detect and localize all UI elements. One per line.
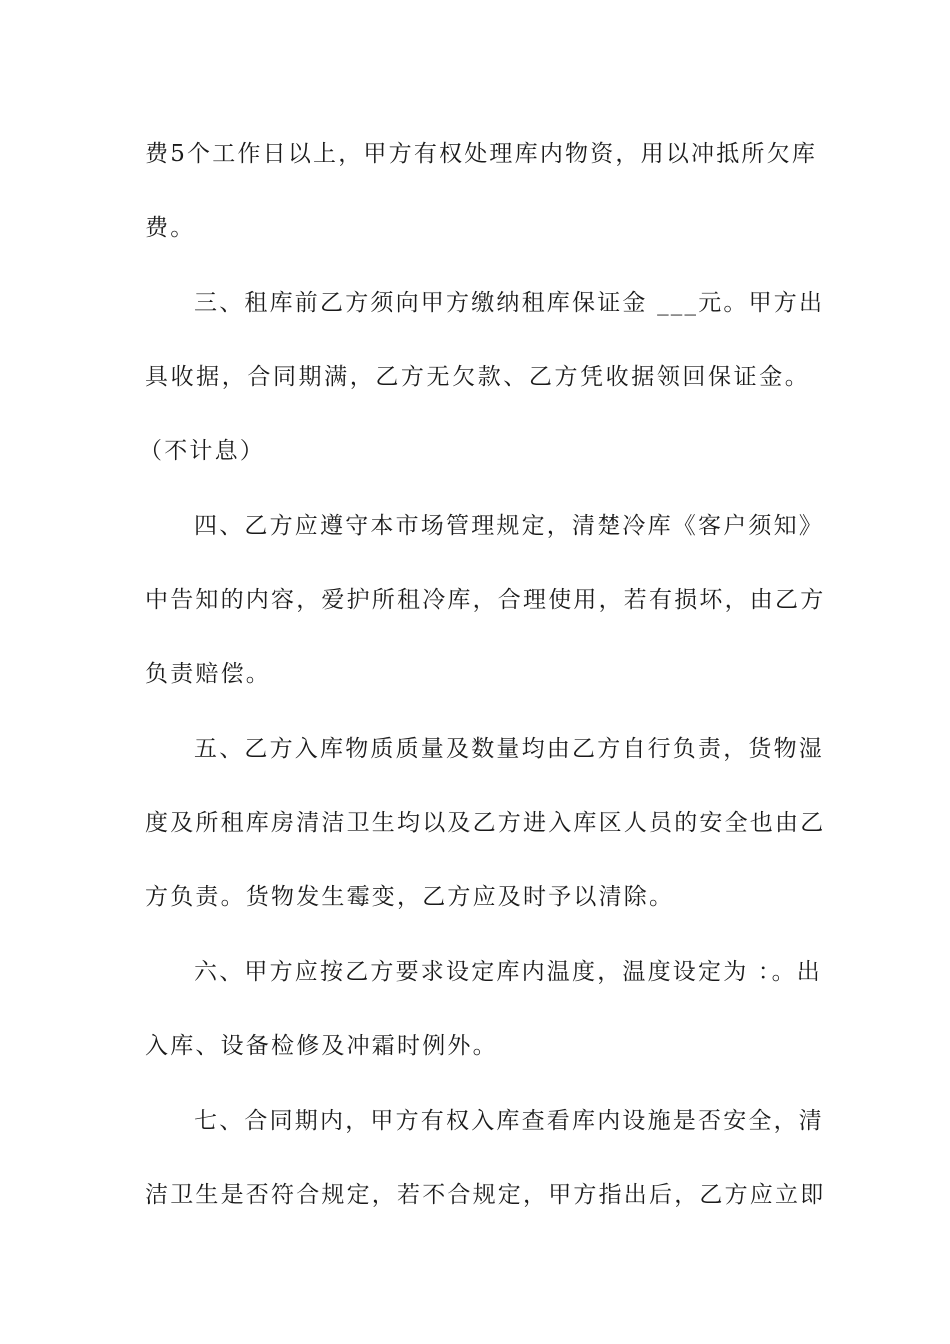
- text-line: 中告知的内容，爱护所租冷库，合理使用，若有损坏，由乙方: [145, 587, 826, 613]
- text-line: 方负责。货物发生霉变，乙方应及时予以清除。: [145, 884, 675, 910]
- text-line: 入库、设备检修及冲霜时例外。: [145, 1033, 498, 1059]
- text-line: 具收据，合同期满，乙方无欠款、乙方凭收据领回保证金。: [145, 364, 810, 390]
- text-line: 费5个工作日以上，甲方有权处理库内物资，用以冲抵所欠库: [145, 141, 818, 167]
- text-line: 负责赔偿。: [145, 661, 271, 687]
- paragraph-3-start: 三、租库前乙方须向甲方缴纳租库保证金 ___元。甲方出: [194, 290, 825, 316]
- paragraph-4-start: 四、乙方应遵守本市场管理规定，清楚冷库《客户须知》: [194, 513, 824, 539]
- paragraph-7-start: 七、合同期内，甲方有权入库查看库内设施是否安全，清: [194, 1108, 824, 1134]
- paragraph-6-start: 六、甲方应按乙方要求设定库内温度，温度设定为 ：。出: [194, 959, 823, 985]
- text-line: （不计息）: [139, 438, 265, 464]
- text-line: 度及所租库房清洁卫生均以及乙方进入库区人员的安全也由乙: [145, 810, 826, 836]
- paragraph-5-start: 五、乙方入库物质质量及数量均由乙方自行负责，货物湿: [194, 736, 824, 762]
- text-line: 洁卫生是否符合规定，若不合规定，甲方指出后，乙方应立即: [145, 1182, 826, 1208]
- text-line: 费。: [145, 215, 196, 241]
